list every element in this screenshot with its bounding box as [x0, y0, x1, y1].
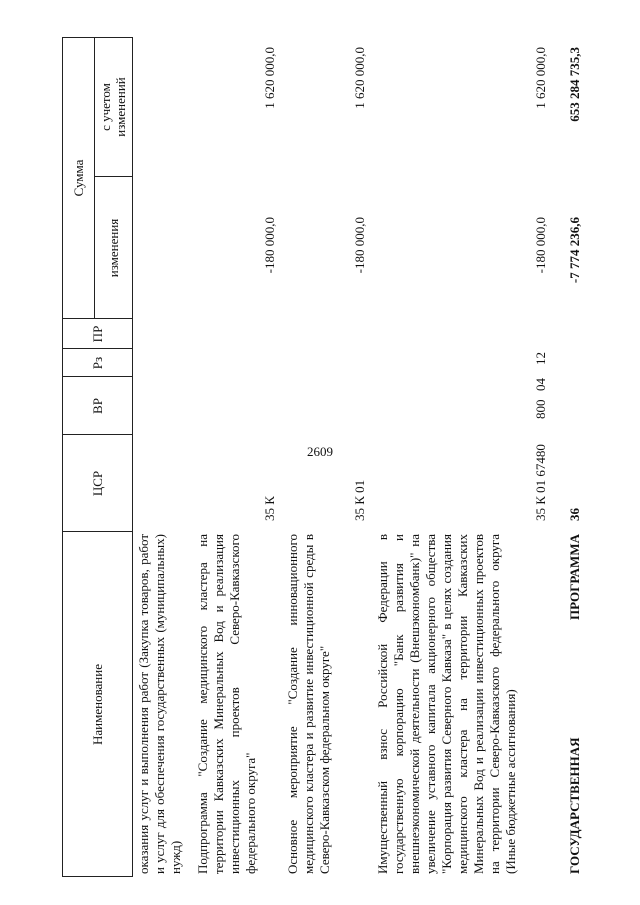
summa-divider: [94, 37, 95, 319]
page-number: 2609: [307, 444, 333, 459]
header-total-line2: изменений: [113, 77, 128, 137]
program-name-right: ПРОГРАММА: [567, 534, 582, 620]
header-tsr-label: ЦСР: [90, 470, 105, 497]
program-row-name: [567, 534, 583, 874]
program-row-tsr: 36: [567, 508, 582, 521]
table-top-border: [62, 37, 63, 877]
table-row-name: Имущественный взнос Российской Федерации в государственную корпорацию "Банк развития и внешнеэкономической деятельности (Внешэкономбанк)" на увеличение уставного капитала акционерного общества "Корпорация развития Северного Кавказа" в целях создания медицинского кластера на территории Кавказских Минеральных Вод и реализации инвестиционных проектов на территории Северо-Кавказского федерального округа (Иные бюджетные ассигнования): [375, 534, 518, 874]
header-name: Наименование: [90, 664, 105, 745]
header-change: изменения: [106, 218, 121, 278]
table-row-pr: 12: [533, 352, 548, 365]
table-row-name: оказания услуг и выполнения работ (Закупка товаров, работ и услуг для обеспечения государственных (муниципальных) нужд): [136, 534, 183, 874]
table-row-vr: 800: [533, 399, 548, 419]
table-row-tsr: 35 К: [262, 496, 277, 521]
header-vr: ВР: [90, 398, 105, 414]
table-row-name: Подпрограмма "Создание медицинского кластера на территории Кавказских Минеральных Вод и реализация инвестиционных проектов Северо-Кавказского федерального округа": [195, 534, 258, 874]
table-row-change: -180 000,0: [352, 217, 367, 274]
header-total-line1: с учетом: [98, 83, 113, 131]
header-bottom-border: [132, 37, 133, 877]
table-row-tsr: 35 К 01: [352, 479, 367, 521]
table-row-total: 1 620 000,0: [533, 47, 548, 109]
table-row-total: 1 620 000,0: [352, 47, 367, 109]
table-row-change: -180 000,0: [262, 217, 277, 274]
budget-table: [62, 37, 592, 877]
table-row-rz: 04: [533, 378, 548, 391]
table-row-change: -180 000,0: [533, 217, 548, 274]
program-name-left: ГОСУДАРСТВЕННАЯ: [567, 737, 582, 874]
program-row-change: -7 774 236,6: [567, 217, 582, 284]
table-row-total: 1 620 000,0: [262, 47, 277, 109]
header-pr: ПР: [90, 325, 105, 343]
table-row-name: Основное мероприятие "Создание инновационного медицинского кластера и развитие инвестиционной среды в Северо-Кавказском федеральном округе": [285, 534, 332, 874]
header-rz: Рз: [90, 356, 105, 370]
program-row-total: 653 284 735,3: [567, 47, 582, 122]
table-row-tsr: 35 К 01 67480: [533, 444, 548, 521]
header-summa: Сумма: [71, 159, 86, 197]
